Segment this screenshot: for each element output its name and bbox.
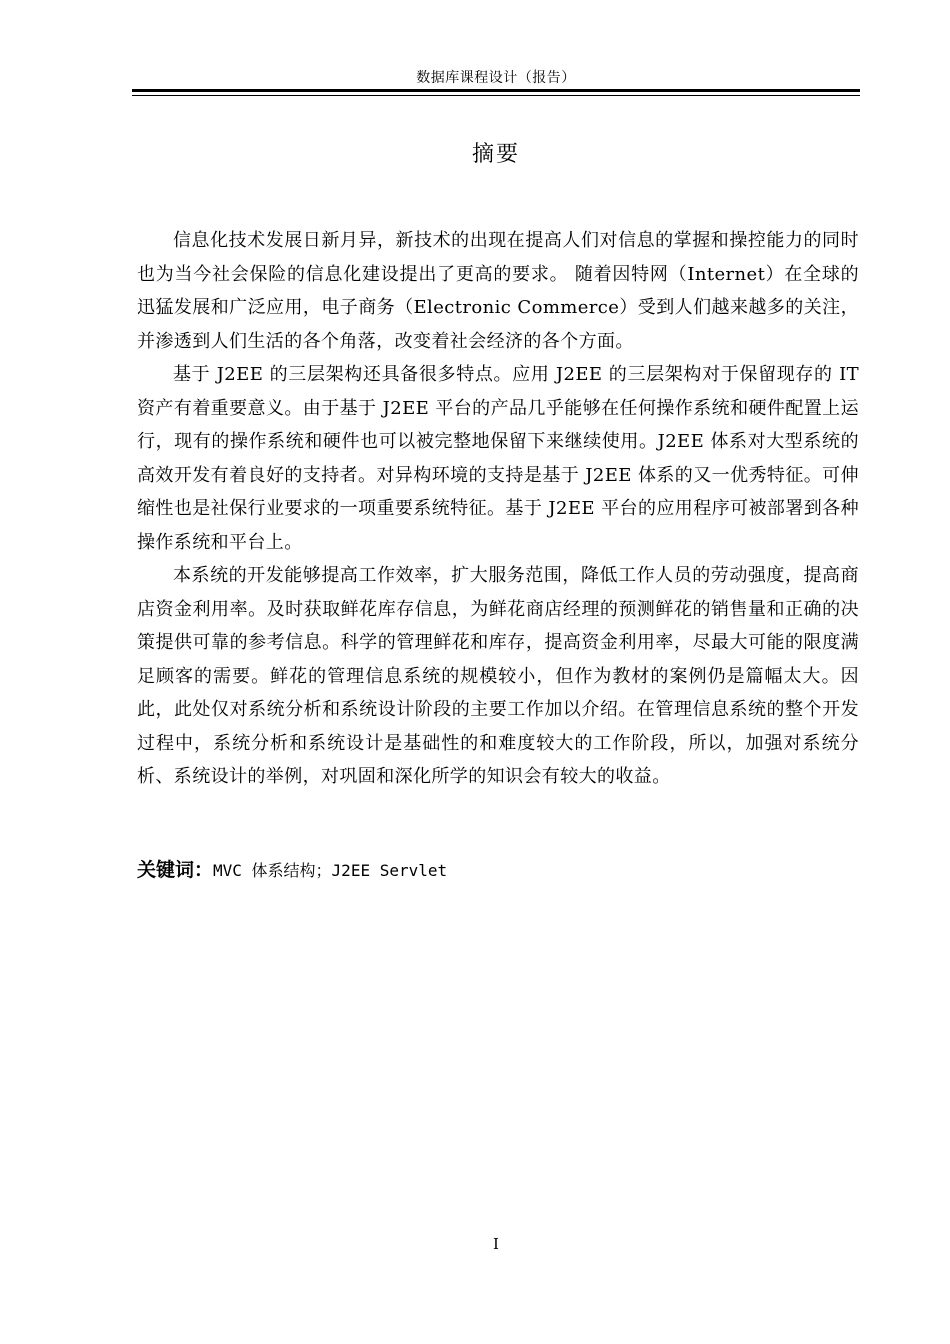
header-rule-thick	[132, 89, 860, 92]
keywords-line	[137, 855, 447, 886]
abstract-paragraph-2: 基于 J2EE 的三层架构还具备很多特点。应用 J2EE 的三层架构对于保留现存的 IT 资产有着重要意义。由于基于 J2EE 平台的产品几乎能够在任何操作系统和硬件配置上运行，现有的操作系统和硬件也可以被完整地保留下来继续使用。J2EE 体系对大型系统的高效开发有着良好的支持者。对异构环境的支持是基于 J2EE 体系的又一优秀特征。可伸缩性也是社保行业要求的一项重要系统特征。基于 J2EE 平台的应用程序可被部署到各种操作系统和平台上。	[137, 364, 859, 553]
running-header: 数据库课程设计（报告）	[416, 70, 576, 86]
keywords-label: 关键词：	[137, 859, 214, 881]
abstract-paragraph-1: 信息化技术发展日新月异，新技术的出现在提高人们对信息的掌握和操控能力的同时也为当今社会保险的信息化建设提出了更高的要求。 随着因特网（Internet）在全球的迅猛发展和广泛应用，电子商务（Electronic Commerce）受到人们越来越多的关注，并渗透到人们生活的各个角落，改变着社会经济的各个方面。	[137, 230, 859, 352]
abstract-title: 摘要	[471, 142, 520, 167]
header-rule-thin	[132, 95, 860, 96]
abstract-body	[137, 224, 859, 794]
abstract-paragraph-3: 本系统的开发能够提高工作效率，扩大服务范围，降低工作人员的劳动强度，提高商店资金利用率。及时获取鲜花库存信息，为鲜花商店经理的预测鲜花的销售量和正确的决策提供可靠的参考信息。科学的管理鲜花和库存，提高资金利用率，尽最大可能的限度满足顾客的需要。鲜花的管理信息系统的规模较小，但作为教材的案例仍是篇幅太大。因此，此处仅对系统分析和系统设计阶段的主要工作加以介绍。在管理信息系统的整个开发过程中，系统分析和系统设计是基础性的和难度较大的工作阶段，所以，加强对系统分析、系统设计的举例，对巩固和深化所学的知识会有较大的收益。	[137, 565, 859, 787]
page-number: I	[493, 1235, 499, 1253]
keywords-value: MVC 体系结构；J2EE Servlet	[213, 861, 448, 880]
